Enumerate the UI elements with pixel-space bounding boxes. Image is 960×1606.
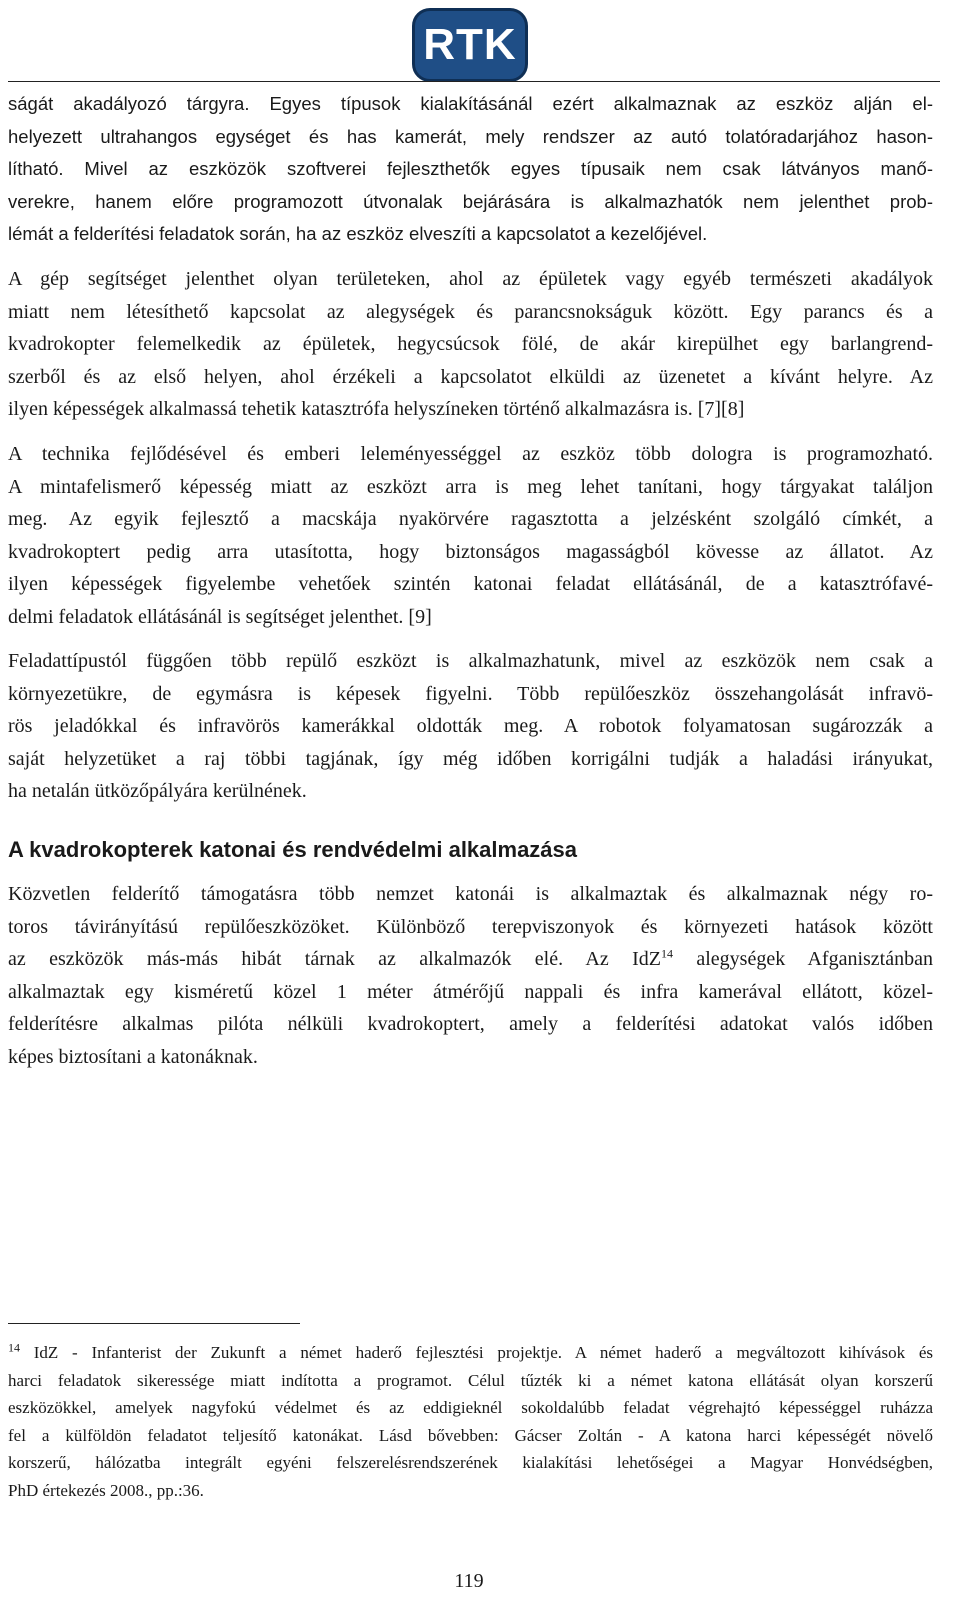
- footnote-line: fel a külföldön feladatot teljesítő katonákat. Lásd bővebben: Gácser Zoltán - A katona harci képességét növelő: [8, 1425, 933, 1445]
- paragraph-line: Közvetlen felderítő támogatásra több nemzet katonái is alkalmaztak és alkalmaznak négy ro-: [8, 883, 933, 905]
- paragraph-line: környezetükre, de egymásra is képesek figyelni. Több repülőeszköz összehangolását infravö-: [8, 682, 933, 705]
- footnote-marker: 14: [8, 1340, 20, 1355]
- paragraph-line: lémát a felderítési feladatok során, ha az eszköz elveszíti a kapcsolatot a kezelőjével.: [8, 223, 708, 244]
- page-number: 119: [454, 1570, 484, 1592]
- footnote-line: harci feladatok sikeressége miatt indította a programot. Célul tűzték ki a német katona ellátását olyan korszerű: [8, 1370, 933, 1390]
- footnote-line: eszközökkel, amelyek nagyfokú védelmet és az eddigieknél sokoldalúbb feladat végrehajtó képességgel ruházza: [8, 1398, 933, 1417]
- paragraph-line: kvadrokoptert pedig arra utasította, hogy biztonságos magasságból kövesse az állatot. Az: [8, 540, 933, 563]
- line-text: alegységek Afganisztánban: [672, 948, 933, 970]
- paragraph-line: toros távirányítású repülőeszközöket. Különböző terepviszonyok és környezeti hatások között: [8, 915, 933, 938]
- paragraph-line: kvadrokopter felemelkedik az épületek, hegycsúcsok fölé, de akár kirepülhet egy barlangrend-: [8, 333, 933, 355]
- footnote-text: IdZ - Infanterist der Zukunft a német haderő fejlesztési projektje. A német haderő a megváltozott kihívások és: [20, 1343, 933, 1362]
- paragraph-line: Feladattípustól függően több repülő eszközt is alkalmazhatunk, mivel az eszközök nem csak a: [8, 650, 933, 672]
- logo-text: RTK: [423, 20, 517, 69]
- paragraph-2: [8, 263, 933, 426]
- rtk-logo: [412, 8, 528, 82]
- paragraph-line: ilyen képességek alkalmassá tehetik katasztrófa helyszíneken történő alkalmazásra is. [7][8]: [8, 398, 745, 420]
- paragraph-1: [8, 88, 933, 251]
- footnote-divider: [8, 1323, 300, 1324]
- paragraph-line: helyezett ultrahangos egységet és has kamerát, mely rendszer az autó tolatóradarjához hason-: [8, 125, 933, 147]
- paragraph-line: rös jeladókkal és infravörös kamerákkal oldották meg. A robotok folyamatosan sugározzák a: [8, 715, 933, 737]
- paragraph-4: [8, 645, 933, 808]
- paragraph-line: miatt nem létesíthető kapcsolat az alegységek és parancsnokságuk között. Egy parancs és a: [8, 300, 933, 323]
- paragraph-line: A gép segítséget jelenthet olyan területeken, ahol az épületek vagy egyéb természeti akadályok: [8, 268, 933, 290]
- paragraph-line: meg. Az egyik fejlesztő a macskája nyakörvére ragasztotta a jelzésként szolgáló címkét, a: [8, 508, 933, 530]
- paragraph-line: ha netalán ütközőpályára kerülnének.: [8, 780, 307, 802]
- paragraph-line: lítható. Mivel az eszközök szoftverei fejleszthetők egyes típusaik nem csak látványos manő-: [8, 158, 933, 179]
- header-divider: [8, 81, 940, 82]
- paragraph-line: delmi feladatok ellátásánál is segítséget jelenthet. [9]: [8, 605, 432, 628]
- footnote-line: PhD értekezés 2008., pp.:36.: [8, 1480, 204, 1500]
- paragraph-line: A technika fejlődésével és emberi leleményességgel az eszköz több dologra is programozható.: [8, 443, 933, 465]
- footnote-reference: 14: [660, 946, 673, 961]
- paragraph-line: A mintafelismerő képesség miatt az eszközt arra is meg lehet tanítani, hogy tárgyakat találjon: [8, 475, 933, 498]
- paragraph-line: felderítésre alkalmas pilóta nélküli kvadrokoptert, amely a felderítési adatokat valós időben: [8, 1013, 933, 1035]
- paragraph-line: ságát akadályozó tárgyra. Egyes típusok kialakításánál ezért alkalmaznak az eszköz alján el-: [8, 93, 933, 114]
- section-paragraph: [8, 878, 933, 1073]
- section-heading: A kvadrokopterek katonai és rendvédelmi alkalmazása: [8, 837, 578, 862]
- paragraph-line: verekre, hanem előre programozott útvonalak bejárására is alkalmazhatók nem jelenthet prob-: [8, 190, 933, 212]
- paragraph-line: [8, 943, 933, 976]
- paragraph-line: képes biztosítani a katonáknak.: [8, 1045, 258, 1068]
- footnote: [8, 1339, 933, 1504]
- paragraph-line: alkalmaztak egy kisméretű közel 1 méter átmérőjű nappali és infra kamerával ellátott, közel-: [8, 980, 933, 1003]
- footnote-line: [8, 1339, 933, 1367]
- paragraph-3: [8, 438, 933, 633]
- footnote-line: korszerű, hálózatba integrált egyéni felszerelésrendszerének kialakítási lehetőségei a Magyar Honvédségben,: [8, 1453, 933, 1472]
- paragraph-line: saját helyzetüket a raj többi tagjának, így még időben korrigálni tudják a haladási irányukat,: [8, 747, 933, 770]
- paragraph-line: ilyen képességek figyelembe vehetőek szintén katonai feladat ellátásánál, de a katasztrófavé-: [8, 573, 933, 595]
- line-text: az eszközök más-más hibát tárnak az alkalmazók elé. Az IdZ: [8, 948, 661, 970]
- paragraph-line: szerből és az első helyen, ahol érzékeli a kapcsolatot elküldi az üzenetet a kívánt helyre. Az: [8, 365, 933, 388]
